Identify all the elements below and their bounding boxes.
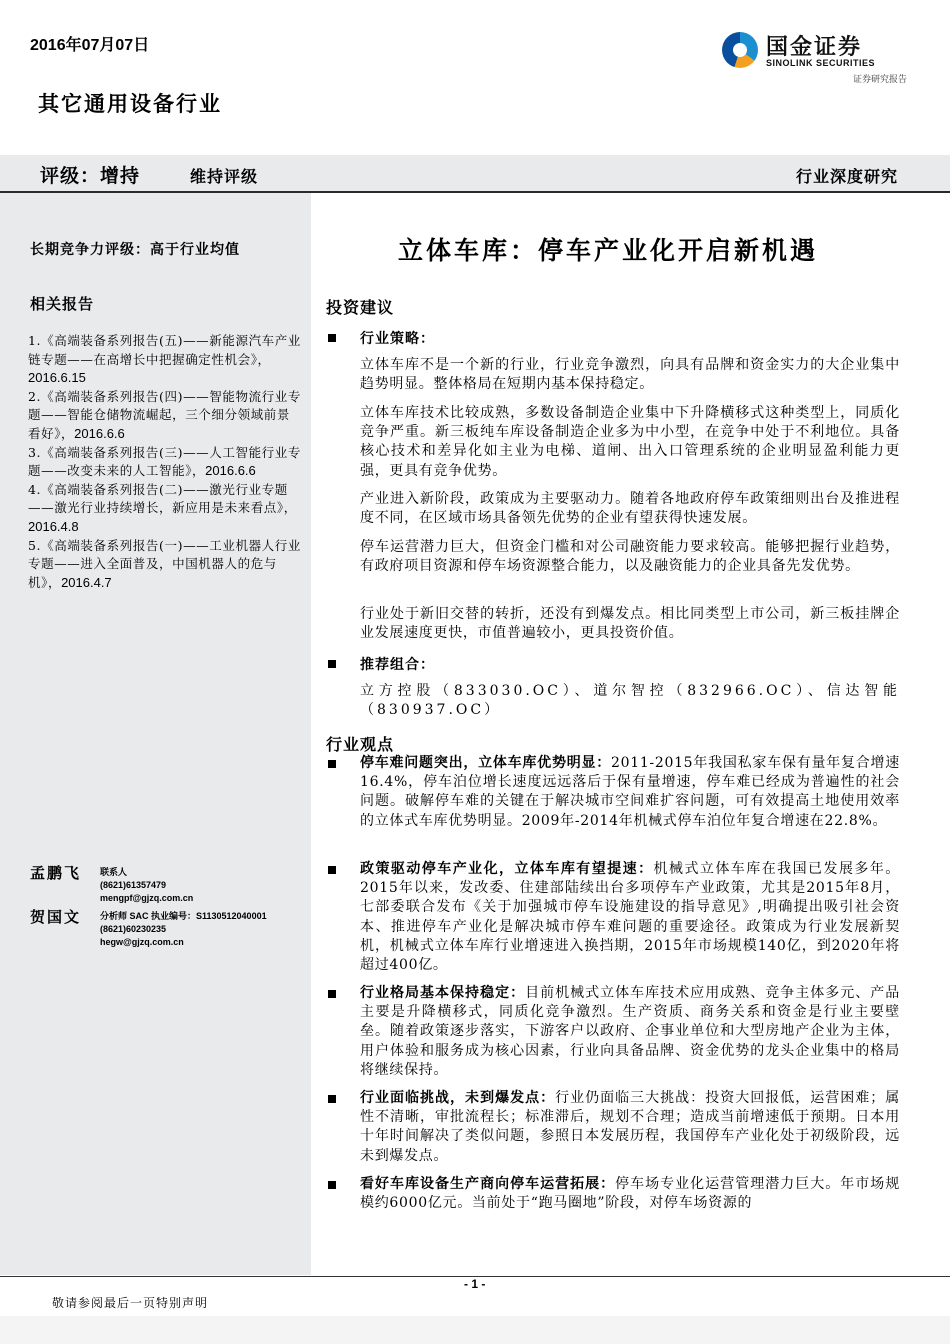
rating: 评级：增持 <box>40 165 141 187</box>
analyst-contact: 分析师 SAC 执业编号：S1130512040001 (8621)60230235 hegw@gjzq.com.cn <box>100 911 267 947</box>
view-paragraph: 行业面临挑战，未到爆发点：行业仍面临三大挑战：投资大回报低，运营困难；属性不清晰，审批流程长；标准滞后，规划不合理；造成当前增速低于预期。日本用十年时间解决了类似问题，参照日本发展历程，我国停车产业化处于初级阶段，远未到爆发点。 <box>360 1090 900 1164</box>
analyst-card <box>30 862 300 906</box>
view-paragraph: 看好车库设备生产商向停车运营拓展：停车场专业化运营管理潜力巨大。年市场规模约6000亿元。当前处于“跑马圈地”阶段，对停车场资源的 <box>360 1176 900 1212</box>
related-report-item[interactable]: 5.《高端装备系列报告(一)——工业机器人行业专题——进入全面普及，中国机器人的危与机》，2016.4.7 <box>28 537 301 590</box>
bullet-square-icon <box>328 660 336 668</box>
bullet-square-icon <box>328 760 336 768</box>
logo-mark-icon <box>722 32 758 68</box>
bullet-square-icon <box>328 990 336 998</box>
strategy-paragraph: 停车运营潜力巨大，但资金门槛和对公司融资能力要求较高。能够把握行业趋势，有政府项目资源和停车场资源整合能力，以及融资能力的企业具备先发优势。 <box>360 539 900 575</box>
view-paragraph: 政策驱动停车产业化，立体车库有望提速：机械式立体车库在我国已发展多年。2015年以来，发改委、住建部陆续出台多项停车产业政策，尤其是2015年8月，七部委联合发布《关于加强城市停车设施建设的指导意见》,明确提出吸引社会资本、推进停车产业化是解决城市停车难问题的重要途径。政策成为行业发展新契机，机械式立体车库行业增速进入换挡期，2015年市场规模140亿，到2020年将超过400亿。 <box>360 861 900 974</box>
related-reports-heading: 相关报告 <box>30 295 95 313</box>
bullet-square-icon <box>328 334 336 342</box>
view-paragraph: 停车难问题突出，立体车库优势明显：2011-2015年我国私家车保有量年复合增速16.4%，停车泊位增长速度远远落后于保有量增速，停车难已经成为普遍性的社会问题。破解停车难的关键在于解决城市空间难扩容问题，可有效提高土地使用效率的立体式车库优势明显。2009年-2014年机械式停车泊位年复合增速在22.8%。 <box>360 755 900 829</box>
bullet-square-icon <box>328 866 336 874</box>
report-date: 2016年07月07日 <box>30 37 150 54</box>
views-heading: 行业观点 <box>326 735 395 754</box>
report-title: 立体车库：停车产业化开启新机遇 <box>398 236 819 265</box>
report-type: 行业深度研究 <box>795 167 898 186</box>
bullet-square-icon <box>328 1095 336 1103</box>
analyst-list <box>30 862 300 950</box>
rating-action: 维持评级 <box>190 167 259 186</box>
analyst-name: 贺国文 <box>30 908 82 926</box>
related-report-item[interactable]: 2.《高端装备系列报告(四)——智能物流行业专题——智能仓储物流崛起，三个细分领域前景看好》，2016.6.6 <box>28 388 301 441</box>
strategy-paragraph: 产业进入新阶段，政策成为主要驱动力。随着各地政府停车政策细则出台及推进程度不同，在区域市场具备领先优势的企业有望获得快速发展。 <box>360 491 900 527</box>
page-number: - 1 - <box>464 1277 486 1291</box>
related-reports-list <box>28 332 303 592</box>
strategy-paragraph: 立体车库不是一个新的行业，行业竞争激烈，向具有品牌和资金实力的大企业集中趋势明显。整体格局在短期内基本保持稳定。 <box>360 357 900 393</box>
related-report-item[interactable]: 1.《高端装备系列报告(五)——新能源汽车产业链专题——在高增长中把握确定性机会》，2016.6.15 <box>28 333 301 386</box>
investment-heading: 投资建议 <box>326 298 395 317</box>
portfolio-label: 推荐组合： <box>360 657 435 673</box>
long-term-rating: 长期竞争力评级：高于行业均值 <box>30 242 240 258</box>
related-report-item[interactable]: 4.《高端装备系列报告(二)——激光行业专题——激光行业持续增长，新应用是未来看点》，2016.4.8 <box>28 481 297 534</box>
strategy-paragraph: 行业处于新旧交替的转折，还没有到爆发点。相比同类型上市公司，新三板挂牌企业发展速度更快，市值普遍较小，更具投资价值。 <box>360 606 900 642</box>
analyst-card <box>30 906 300 950</box>
view-paragraph: 行业格局基本保持稳定：目前机械式立体车库技术应用成熟、竞争主体多元、产品主要是升降横移式，同质化竞争激烈。生产资质、商务关系和资金是行业主要壁垒。随着政策逐步落实，下游客户以政府、企事业单位和大型房地产企业为主体，用户体验和服务成为核心因素，行业向具备品牌、资金优势的龙头企业集中的格局将继续保持。 <box>360 985 900 1078</box>
industry-name: 其它通用设备行业 <box>38 91 222 116</box>
logo-chinese-name: 国金证券 <box>766 34 863 59</box>
strategy-label: 行业策略： <box>360 331 435 347</box>
portfolio-text: 立方控股（833030.OC）、道尔智控（832966.OC）、信达智能（830937.OC） <box>360 683 900 719</box>
analyst-email[interactable]: mengpf@gjzq.com.cn <box>100 893 194 903</box>
strategy-paragraph: 立体车库技术比较成熟，多数设备制造企业集中下升降横移式这种类型上，同质化竞争严重。新三板纯车库设备制造企业多为中小型，在竞争中处于不利地位。具备核心技术和差异化如主业为电梯、道闸、出入口管理系统的企业明显盈利能力更强，更具有竞争优势。 <box>360 405 900 479</box>
bullet-square-icon <box>328 1181 336 1189</box>
logo-subtitle: 证券研究报告 <box>852 75 907 85</box>
analyst-contact: 联系人 (8621)61357479 mengpf@gjzq.com.cn <box>100 867 194 903</box>
footer-band <box>0 1316 950 1344</box>
related-report-item[interactable]: 3.《高端装备系列报告(三)——人工智能行业专题——改变未来的人工智能》，2016.6.6 <box>28 444 301 479</box>
analyst-email[interactable]: hegw@gjzq.com.cn <box>100 937 184 947</box>
analyst-name: 孟鹏飞 <box>30 864 82 882</box>
company-logo <box>722 28 907 88</box>
disclaimer-note[interactable]: 敬请参阅最后一页特别声明 <box>52 1296 209 1310</box>
logo-english-name: SINOLINK SECURITIES <box>766 58 876 68</box>
